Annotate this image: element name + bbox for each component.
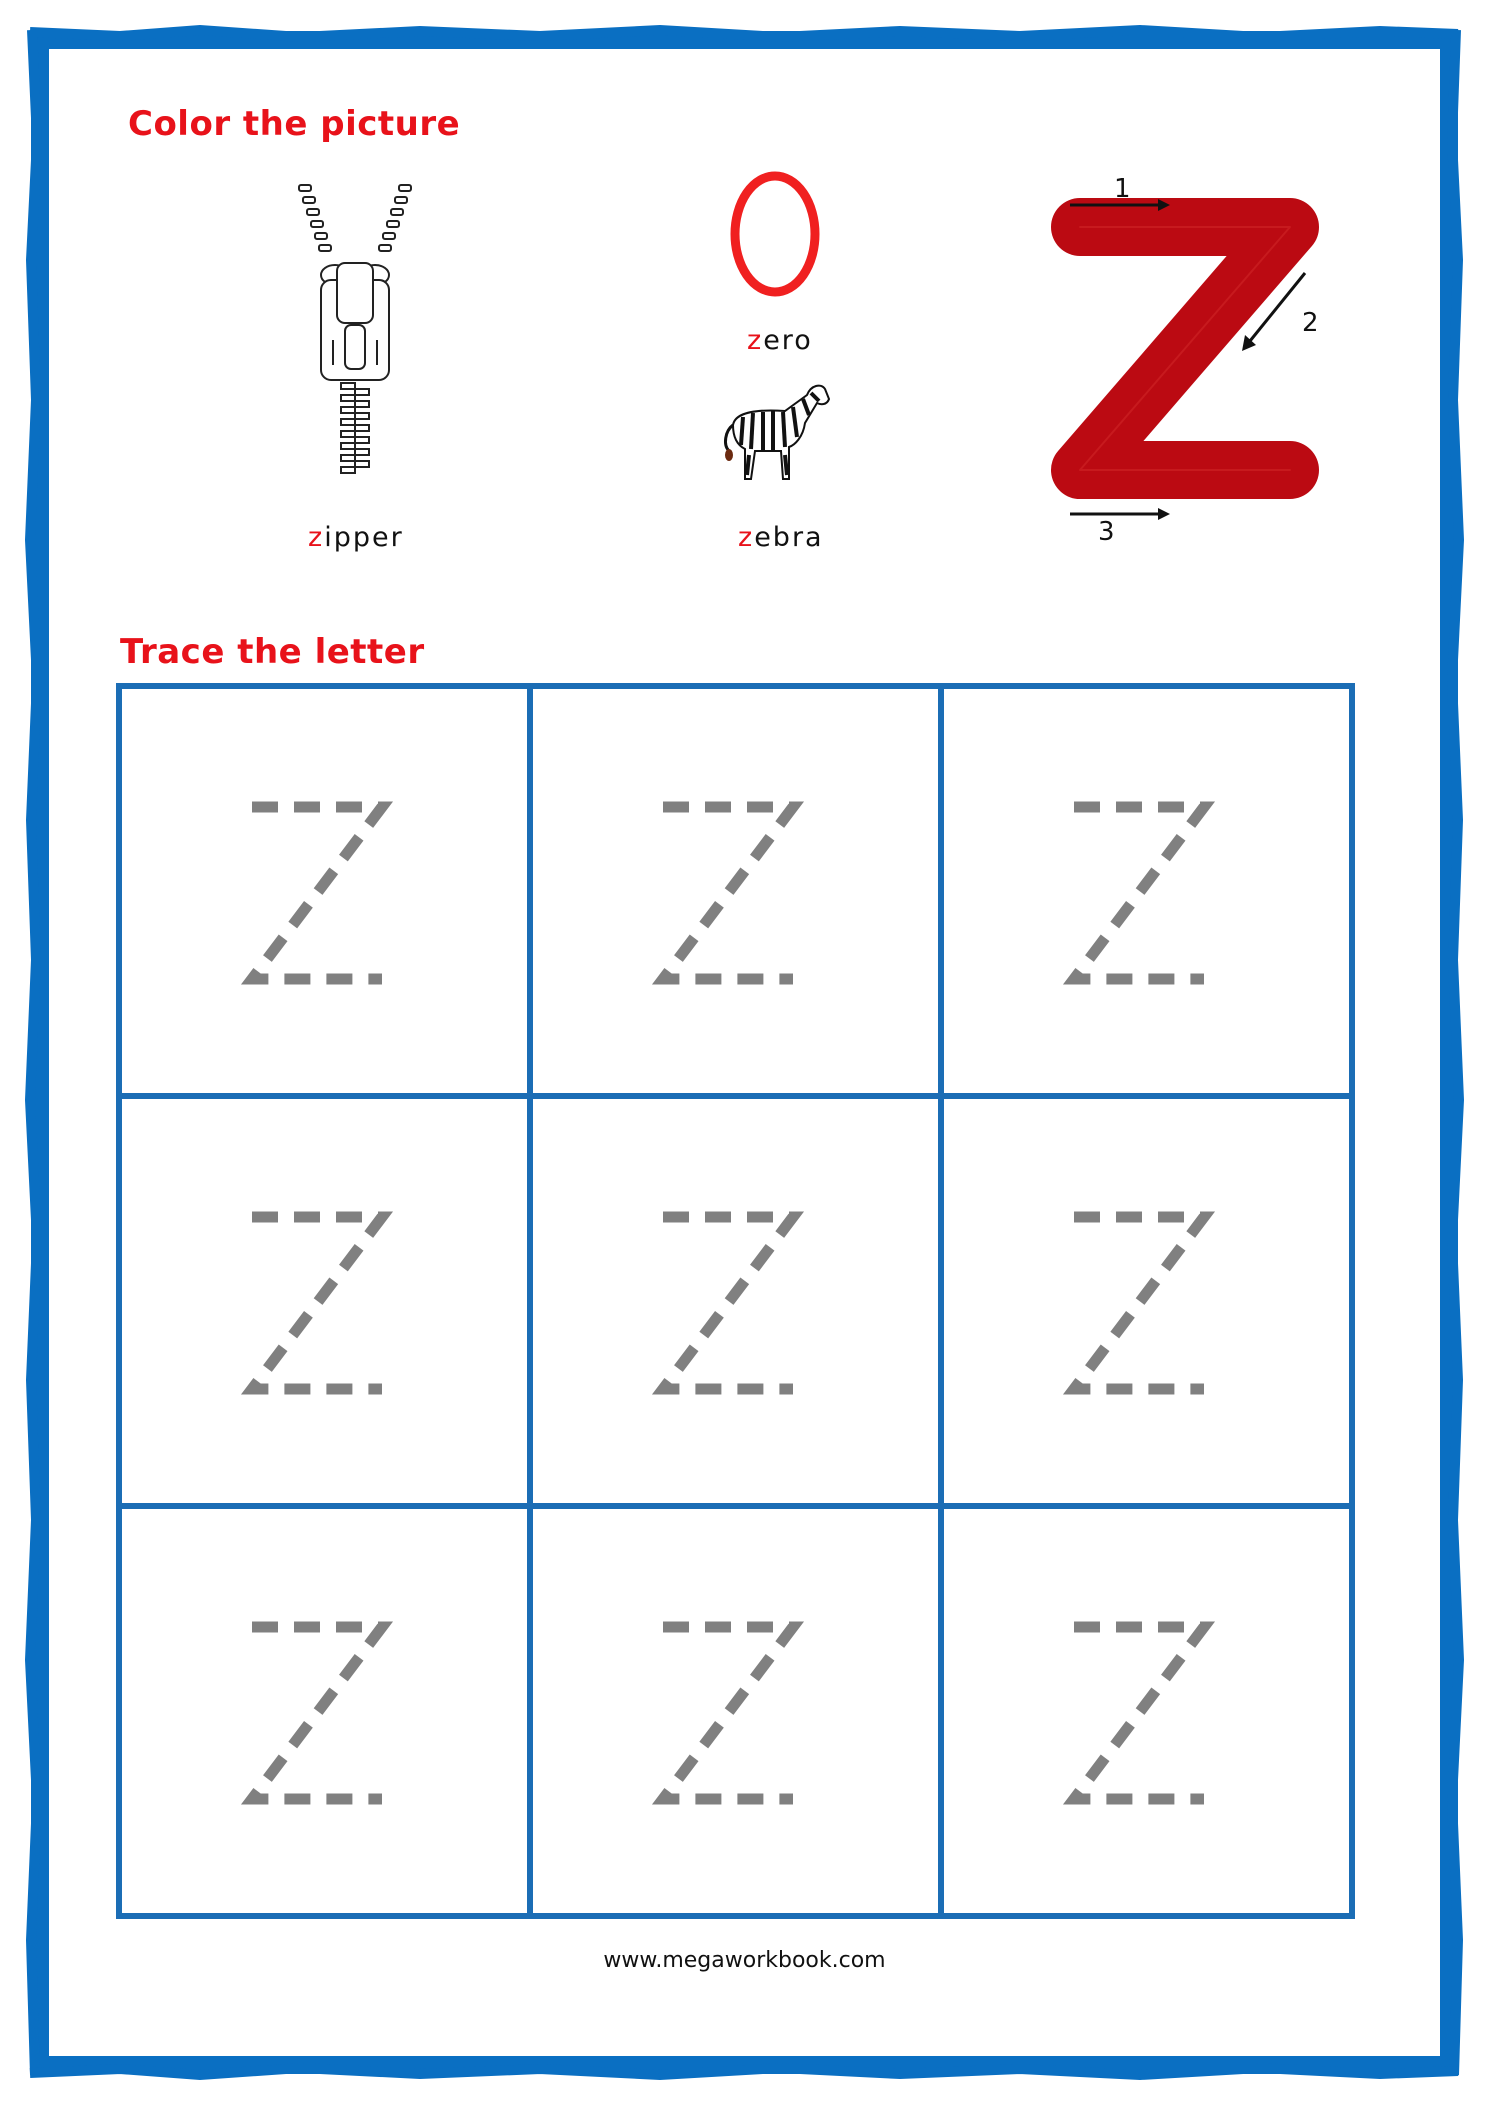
trace-cell[interactable]	[530, 686, 941, 1096]
dashed-letter-z	[643, 779, 823, 1009]
stroke-number-1: 1	[1114, 174, 1131, 204]
zero-digit-icon	[728, 170, 823, 300]
label-zero	[747, 325, 813, 356]
trace-cell[interactable]	[530, 1506, 941, 1916]
label-zebra-first-letter: z	[738, 522, 755, 553]
label-zero-rest: ero	[763, 325, 813, 356]
trace-cell[interactable]	[941, 1506, 1352, 1916]
stroke-number-2: 2	[1302, 308, 1319, 338]
color-picture-heading: Color the picture	[128, 104, 461, 144]
website-url: www.megaworkbook.com	[603, 1948, 886, 1973]
stroke-number-3: 3	[1098, 517, 1115, 545]
trace-cell[interactable]	[941, 686, 1352, 1096]
dashed-letter-z	[232, 1189, 412, 1419]
label-zero-first-letter: z	[747, 325, 764, 356]
dashed-letter-z	[1054, 779, 1234, 1009]
trace-cell[interactable]	[119, 686, 530, 1096]
big-letter-z-stroke-guide	[1040, 165, 1360, 545]
trace-letter-heading: Trace the letter	[120, 632, 425, 672]
label-zipper-first-letter: z	[308, 522, 325, 553]
trace-cell[interactable]	[941, 1096, 1352, 1506]
trace-cell[interactable]	[119, 1096, 530, 1506]
zebra-icon	[715, 375, 845, 505]
trace-grid	[116, 683, 1355, 1919]
dashed-letter-z	[643, 1599, 823, 1829]
label-zipper	[308, 522, 404, 553]
dashed-letter-z	[232, 1599, 412, 1829]
dashed-letter-z	[643, 1189, 823, 1419]
zipper-icon	[285, 175, 425, 495]
dashed-letter-z	[1054, 1599, 1234, 1829]
label-zipper-rest: ipper	[324, 522, 404, 553]
trace-cell[interactable]	[119, 1506, 530, 1916]
dashed-letter-z	[1054, 1189, 1234, 1419]
label-zebra-rest: ebra	[754, 522, 824, 553]
label-zebra	[738, 522, 824, 553]
trace-cell[interactable]	[530, 1096, 941, 1506]
dashed-letter-z	[232, 779, 412, 1009]
